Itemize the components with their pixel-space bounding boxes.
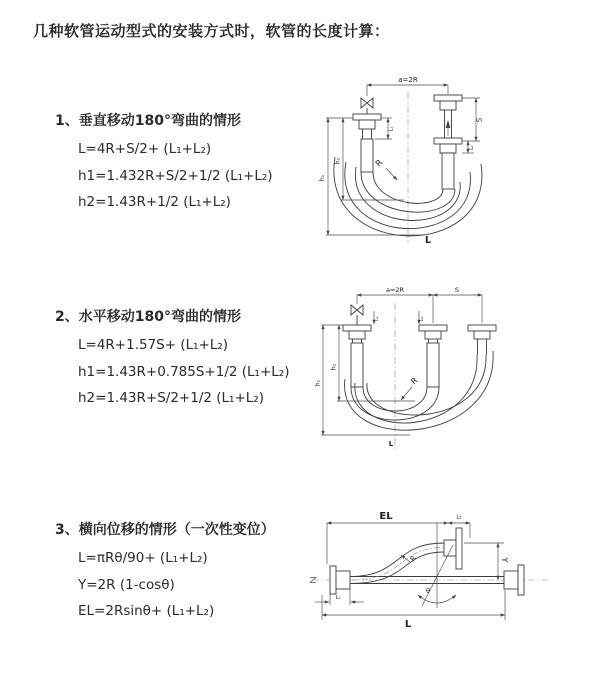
dimension-theta <box>418 523 456 608</box>
lower-right-flange <box>504 565 524 595</box>
dim-label-l2: L₂ <box>456 514 462 521</box>
diagram-lateral-displacement <box>298 498 595 640</box>
dim-label-l2: L₂ <box>420 316 425 322</box>
section-vertical-180 <box>55 110 273 221</box>
diagram-vertical-180 <box>318 72 595 254</box>
right-flange <box>468 325 496 355</box>
formula-line: L=πRθ/90+ (L₁+L₂) <box>78 550 208 566</box>
dimension-h2 <box>331 325 416 401</box>
dim-label-el: EL <box>379 511 393 522</box>
valve-icon <box>351 305 363 325</box>
formula-line: EL=2Rsinθ+ (L₁+L₂) <box>78 603 215 619</box>
section-lateral-displacement <box>55 519 275 630</box>
dimension-l1 <box>375 118 395 139</box>
dim-label-length: L <box>404 619 412 630</box>
formula-line: h2=1.43R+1/2 (L₁+L₂) <box>78 194 231 210</box>
radius-callout <box>401 376 420 400</box>
section-heading: 3、横向位移的情形（一次性变位） <box>55 522 275 538</box>
dim-label-s: S <box>475 117 484 123</box>
formula-line: h1=1.432R+S/2+1/2 (L₁+L₂) <box>78 167 273 184</box>
dim-label-length: L <box>388 440 394 448</box>
dimension-s <box>433 286 482 323</box>
hose-outline <box>345 351 494 430</box>
dim-label-radius: R <box>373 157 386 170</box>
middle-flange <box>419 325 447 387</box>
page-title: 几种软管运动型式的安装方式时，软管的长度计算： <box>33 22 390 40</box>
dim-label-radius: R <box>409 375 420 387</box>
dimension-l1 <box>315 589 364 605</box>
valve-icon <box>361 98 373 114</box>
formula-line: h2=1.43R+S/2+1/2 (L₁+L₂) <box>78 390 264 406</box>
dimension-el <box>327 511 448 564</box>
dim-label-l2: L₂ <box>469 145 475 150</box>
section-heading: 1、垂直移动180°弯曲的情形 <box>55 113 241 129</box>
dim-label-a2r: a=2R <box>385 286 405 294</box>
dim-label-a2r: a=2R <box>398 76 418 84</box>
dim-label-h2: h₂ <box>334 157 342 165</box>
formula-line: L=4R+S/2+ (L₁+L₂) <box>78 141 212 157</box>
dim-label-l1: L₁ <box>375 316 380 322</box>
dim-label-h1: h₁ <box>319 174 326 182</box>
dim-label-length: L <box>424 235 432 246</box>
dimension-s <box>462 98 484 141</box>
formula-line: h1=1.43R+0.785S+1/2 (L₁+L₂) <box>78 363 290 380</box>
dim-label-radius: R <box>408 554 419 564</box>
dim-label-l1: L₁ <box>388 126 395 132</box>
dim-label-l1: L₁ <box>335 595 341 601</box>
dimension-l2 <box>462 141 475 153</box>
radius-callout <box>374 158 397 180</box>
section-horizontal-180 <box>55 306 289 417</box>
dimension-a2r <box>367 76 448 96</box>
dimension-l2 <box>419 311 425 324</box>
dim-label-h2: h₂ <box>330 363 338 371</box>
hose-curved-position <box>350 543 444 584</box>
dimension-y <box>464 543 509 580</box>
dimension-length <box>322 590 505 630</box>
formula-line: Y=2R (1-cosθ) <box>78 576 175 593</box>
dim-label-h1: h₁ <box>315 379 322 387</box>
upper-right-flange <box>444 528 462 569</box>
formula-line: L=4R+1.57S+ (L₁+L₂) <box>78 337 229 353</box>
left-flange <box>330 566 350 594</box>
dim-label-y: Y <box>500 557 509 563</box>
right-flange-upper <box>434 95 462 138</box>
dim-label-theta: θ <box>426 587 430 595</box>
dimension-l1 <box>374 311 380 324</box>
dim-label-s: S <box>454 286 460 294</box>
left-flange <box>343 325 371 387</box>
right-flange-lower <box>434 138 462 189</box>
section-heading: 2、水平移动180°弯曲的情形 <box>55 309 241 325</box>
diagram-horizontal-180 <box>315 283 595 460</box>
